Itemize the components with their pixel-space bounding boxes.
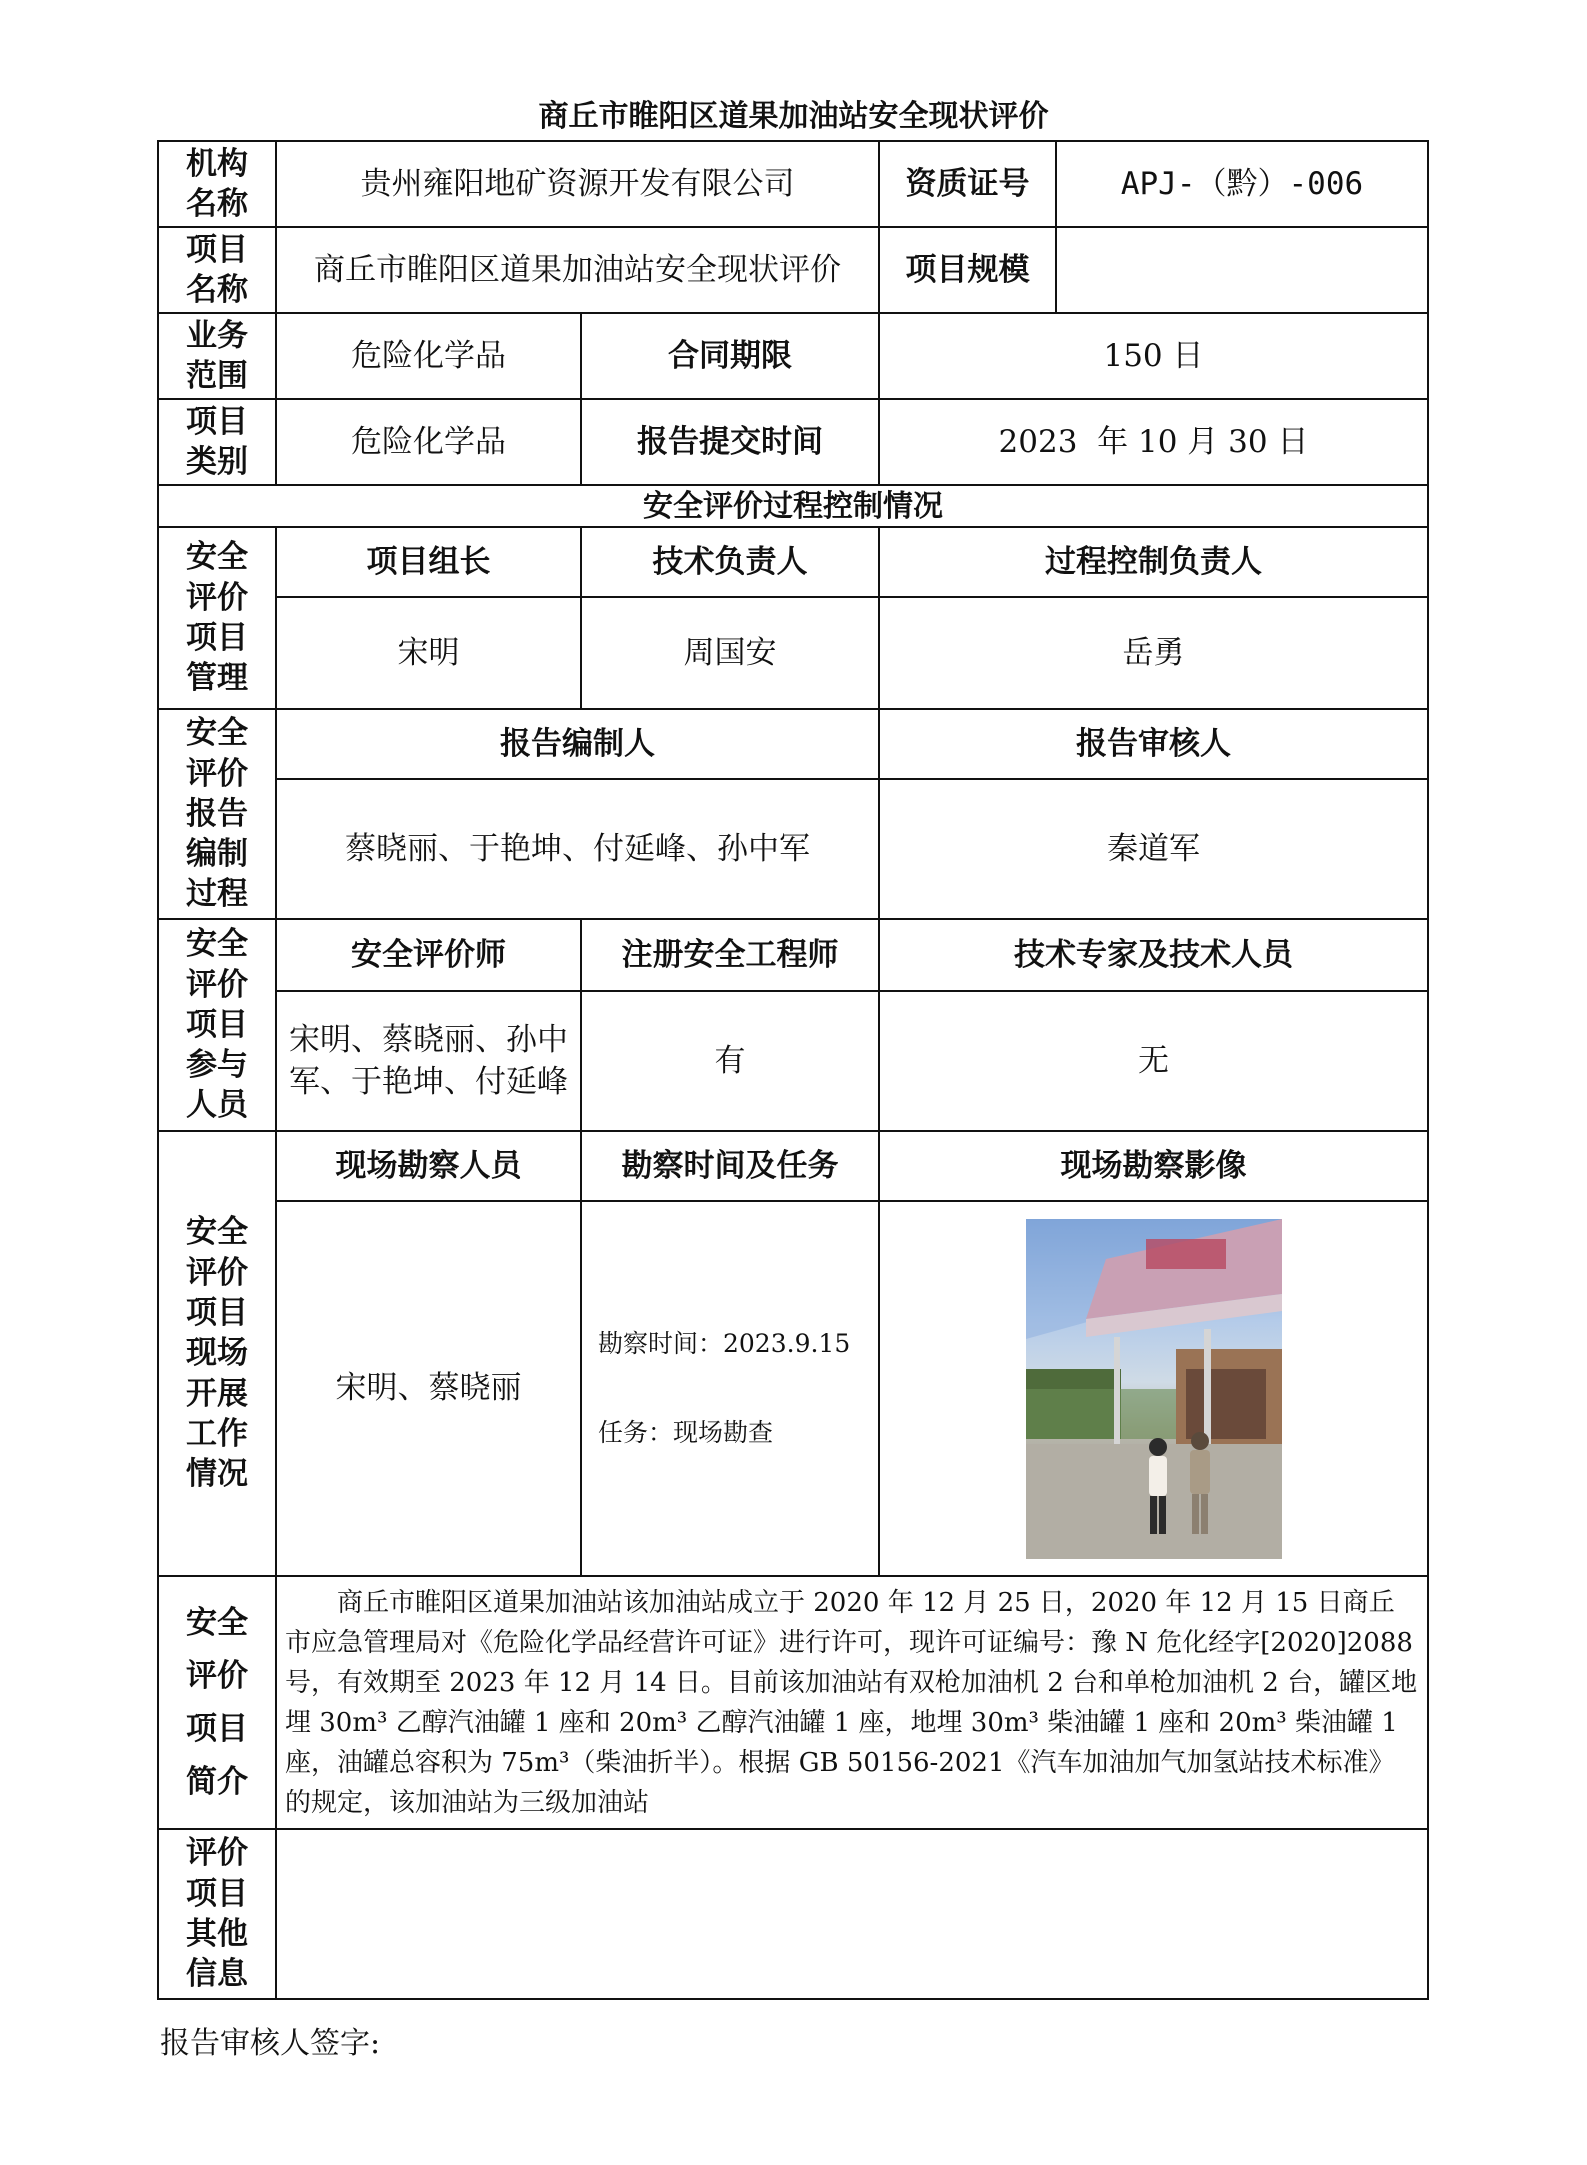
compile-label: 安全评价报告编制过程 <box>158 709 276 919</box>
org-label: 机构名称 <box>158 141 276 227</box>
safety-engineer-value: 有 <box>581 991 879 1131</box>
scale-label: 项目规模 <box>879 227 1056 313</box>
project-label: 项目名称 <box>158 227 276 313</box>
participants-label: 安全评价项目参与人员 <box>158 919 276 1131</box>
management-label: 安全评价项目管理 <box>158 527 276 709</box>
project-value: 商丘市睢阳区道果加油站安全现状评价 <box>276 227 879 313</box>
category-value: 危险化学品 <box>276 399 581 485</box>
reviewer-header: 报告审核人 <box>879 709 1428 779</box>
row-survey-headers <box>158 1131 1428 1201</box>
survey-time: 勘察时间：2023.9.15 <box>598 1329 851 1358</box>
row-category <box>158 399 1428 485</box>
row-participants-values <box>158 991 1428 1131</box>
process-lead-header: 过程控制负责人 <box>879 527 1428 597</box>
survey-staff-header: 现场勘察人员 <box>276 1131 581 1201</box>
scale-value <box>1056 227 1428 313</box>
leader-header: 项目组长 <box>276 527 581 597</box>
row-participants-headers <box>158 919 1428 991</box>
term-label: 合同期限 <box>581 313 879 399</box>
process-lead-value: 岳勇 <box>879 597 1428 709</box>
survey-time-cell <box>581 1201 879 1576</box>
row-business <box>158 313 1428 399</box>
survey-label: 安全评价项目现场开展工作情况 <box>158 1131 276 1576</box>
tech-lead-header: 技术负责人 <box>581 527 879 597</box>
submit-value: 2023 年 10 月 30 日 <box>879 399 1428 485</box>
cert-label: 资质证号 <box>879 141 1056 227</box>
intro-label: 安全评价项目简介 <box>158 1576 276 1829</box>
intro-text: 商丘市睢阳区道果加油站该加油站成立于 2020 年 12 月 25 日，2020 年 12 月 15 日商丘市应急管理局对《危险化学品经营许可证》进行许可，现许可证编号：豫 N 危化经字[2020]2088 号，有效期至 2023 年 12 月 14 日。目前该加油站有双枪加油机 2 台和单枪加油机 2 台，罐区地埋 30m³ 乙醇汽油罐 1 座和 20m³ 乙醇汽油罐 1 座，地埋 30m³ 柴油罐 1 座和 20m³ 柴油罐 1 座，油罐总容积为 75m³（柴油折半）。根据 GB 50156-2021《汽车加油加气加氢站技术标准》的规定，该加油站为三级加油站 <box>276 1576 1428 1829</box>
evaluator-header: 安全评价师 <box>276 919 581 991</box>
submit-label: 报告提交时间 <box>581 399 879 485</box>
expert-value: 无 <box>879 991 1428 1131</box>
survey-photo-cell <box>879 1201 1428 1576</box>
org-value: 贵州雍阳地矿资源开发有限公司 <box>276 141 879 227</box>
survey-task: 任务：现场勘查 <box>598 1417 774 1447</box>
evaluator-value: 宋明、蔡晓丽、孙中军、于艳坤、付延峰 <box>276 991 581 1131</box>
survey-time-header: 勘察时间及任务 <box>581 1131 879 1201</box>
compiler-header: 报告编制人 <box>276 709 879 779</box>
row-management-values <box>158 597 1428 709</box>
row-compile-headers <box>158 709 1428 779</box>
business-value: 危险化学品 <box>276 313 581 399</box>
reviewer-value: 秦道军 <box>879 779 1428 919</box>
row-management-headers <box>158 527 1428 597</box>
safety-engineer-header: 注册安全工程师 <box>581 919 879 991</box>
expert-header: 技术专家及技术人员 <box>879 919 1428 991</box>
row-project <box>158 227 1428 313</box>
row-other <box>158 1829 1428 1999</box>
cert-value: APJ-（黔）-006 <box>1056 141 1428 227</box>
compiler-value: 蔡晓丽、于艳坤、付延峰、孙中军 <box>276 779 879 919</box>
row-org <box>158 141 1428 227</box>
row-intro <box>158 1576 1428 1829</box>
term-value: 150 日 <box>879 313 1428 399</box>
gas-station-photo-icon <box>1026 1219 1282 1559</box>
tech-lead-value: 周国安 <box>581 597 879 709</box>
row-survey-values <box>158 1201 1428 1576</box>
other-label: 评价项目其他信息 <box>158 1829 276 1999</box>
evaluation-form-table <box>157 140 1429 2000</box>
category-label: 项目类别 <box>158 399 276 485</box>
survey-staff-value: 宋明、蔡晓丽 <box>276 1201 581 1576</box>
leader-value: 宋明 <box>276 597 581 709</box>
gas-station-photo <box>1026 1219 1282 1559</box>
document-title: 商丘市睢阳区道果加油站安全现状评价 <box>538 99 1049 134</box>
process-header: 安全评价过程控制情况 <box>158 485 1428 527</box>
reviewer-signature-label: 报告审核人签字: <box>160 2026 381 2061</box>
survey-photo-header: 现场勘察影像 <box>879 1131 1428 1201</box>
business-label: 业务范围 <box>158 313 276 399</box>
row-process-header <box>158 485 1428 527</box>
other-value <box>276 1829 1428 1999</box>
row-compile-values <box>158 779 1428 919</box>
